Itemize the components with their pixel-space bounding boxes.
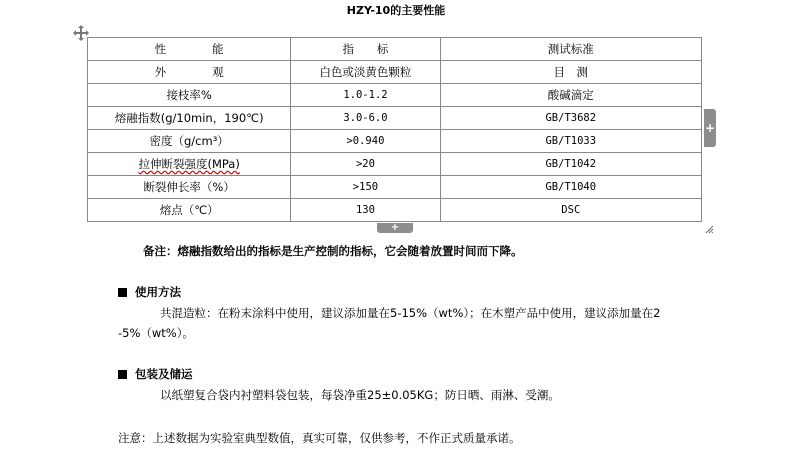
header-method: 测试标准: [440, 38, 701, 61]
table-resize-handle-icon[interactable]: [704, 224, 714, 234]
cell-property: 断裂伸长率（%）: [88, 176, 291, 199]
packaging-text: 以纸塑复合袋内衬塑料袋包装，每袋净重25±0.05KG；防日晒、雨淋、受潮。: [160, 388, 560, 402]
cell-indicator: >0.940: [291, 130, 440, 153]
usage-line-1: 共混造粒：在粉末涂料中使用，建议添加量在5-15%（wt%）；在木塑产品中使用，建议添加量在2: [160, 306, 661, 320]
cell-property: 熔融指数(g/10min，190℃): [88, 107, 291, 130]
cell-property: 外 观: [88, 61, 291, 84]
packaging-heading-label: 包装及储运: [135, 367, 193, 381]
add-column-button[interactable]: +: [704, 109, 716, 147]
cell-property: 熔点（℃）: [88, 199, 291, 222]
cell-method: GB/T1033: [440, 130, 701, 153]
table-row: [88, 130, 702, 153]
table-row: [88, 107, 702, 130]
table-header-row: [88, 38, 702, 61]
cell-indicator: 130: [291, 199, 440, 222]
header-property: 性 能: [88, 38, 291, 61]
cell-property: 密度（g/cm³）: [88, 130, 291, 153]
usage-heading: [118, 284, 181, 300]
square-bullet-icon: [118, 370, 127, 379]
header-indicator: 指 标: [291, 38, 440, 61]
table-row: [88, 84, 702, 107]
cell-indicator: >20: [291, 153, 440, 176]
usage-line-2: -5%（wt%）。: [118, 326, 194, 340]
cell-indicator: >150: [291, 176, 440, 199]
add-row-button[interactable]: +: [377, 223, 413, 233]
notice-text: 注意：上述数据为实验室典型数值，真实可靠，仅供参考，不作正式质量承诺。: [118, 431, 521, 445]
table-row: [88, 61, 702, 84]
document-title: HZY-10的主要性能: [346, 4, 446, 17]
usage-heading-label: 使用方法: [135, 285, 181, 299]
packaging-heading: [118, 366, 193, 382]
cell-property: 拉伸断裂强度(MPa): [88, 153, 291, 176]
square-bullet-icon: [118, 288, 127, 297]
cell-property: 接枝率%: [88, 84, 291, 107]
properties-table: [87, 37, 702, 222]
remark-text: 备注：熔融指数给出的指标是生产控制的指标，它会随着放置时间而下降。: [143, 244, 523, 258]
cell-indicator: 白色或淡黄色颗粒: [291, 61, 440, 84]
table-row: [88, 153, 702, 176]
table-row: [88, 199, 702, 222]
table-row: [88, 176, 702, 199]
cell-indicator: 3.0-6.0: [291, 107, 440, 130]
cell-method: GB/T3682: [440, 107, 701, 130]
cell-method: DSC: [440, 199, 701, 222]
cell-method: 酸碱滴定: [440, 84, 701, 107]
cell-method: GB/T1040: [440, 176, 701, 199]
cell-indicator: 1.0-1.2: [291, 84, 440, 107]
cell-method: 目 测: [440, 61, 701, 84]
cell-method: GB/T1042: [440, 153, 701, 176]
